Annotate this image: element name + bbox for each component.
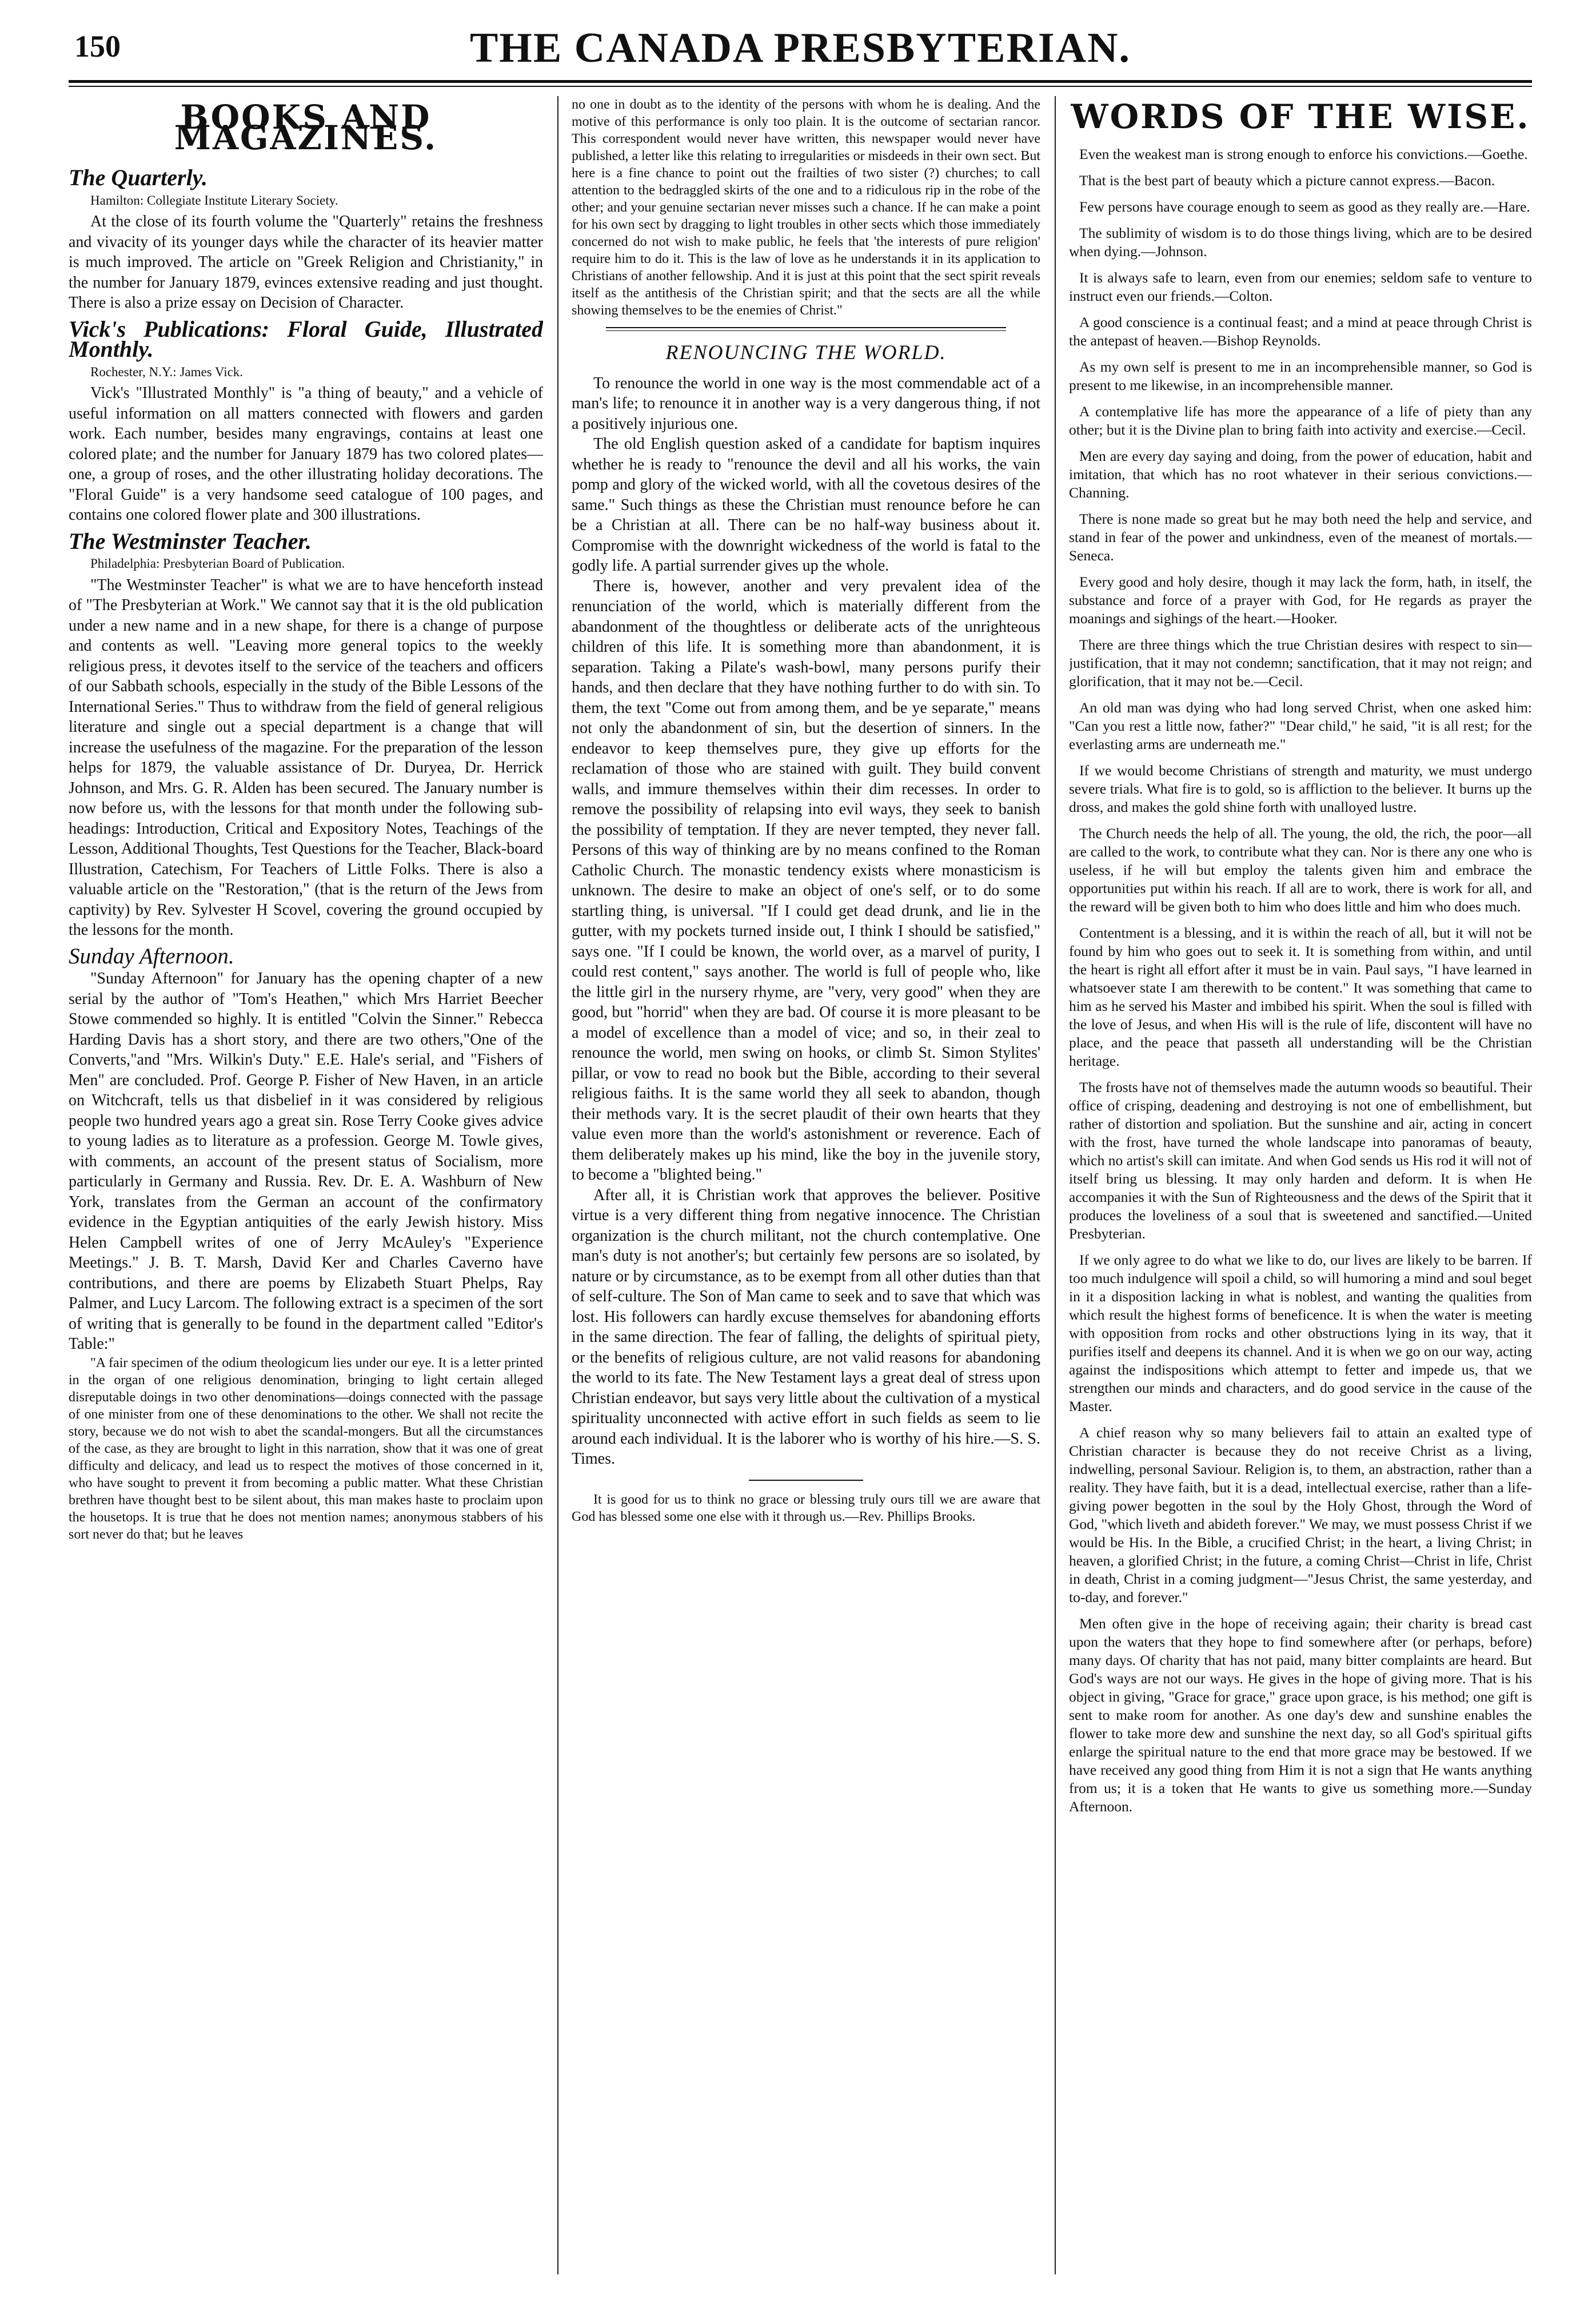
article-title: Sunday Afternoon. bbox=[69, 943, 234, 969]
section-heading: WORDS OF THE WISE. bbox=[1071, 97, 1530, 136]
publisher-line: Hamilton: Collegiate Institute Literary Society. bbox=[90, 193, 338, 208]
wise-saying: The Church needs the help of all. The young, the old, the rich, the poor—all are called to the work, to contribute what they can. Nor is there any one who is useless, if he will but employ the talents given him and embrace the opportunities put within his reach. If all are to work, there is work for all, and the reward will be given both to him who does little and him who does much. bbox=[1069, 825, 1532, 915]
masthead-rule bbox=[69, 80, 1532, 83]
article-title: The Westminster Teacher. bbox=[69, 528, 312, 554]
wise-saying: If we would become Christians of strength and maturity, we must undergo severe trials. What fire is to gold, so is affliction to the believer. It burns up the dross, and makes the gold shine forth with unalloyed lustre. bbox=[1069, 762, 1532, 815]
wise-saying: Men are every day saying and doing, from the power of education, habit and imitation, that which has no root whatever in their serious convictions.—Channing. bbox=[1069, 448, 1532, 501]
publisher-line: Rochester, N.Y.: James Vick. bbox=[90, 364, 244, 379]
wise-saying: Every good and holy desire, though it may lack the form, hath, in itself, the substance and force of a prayer with God, for He regards as prayer the moanings and sighings of the heart.—Hooker. bbox=[1069, 573, 1532, 627]
section-rule bbox=[749, 1480, 863, 1481]
article-body: At the close of its fourth volume the "Quarterly" retains the freshness and vivacity of its younger days while the character of its heavier matter is much improved. The article on "Greek Religion and Christianity," in the number for January 1879, evinces extensive reading and just thought. There is also a prize essay on Decision of Character. bbox=[69, 213, 543, 312]
article-title: RENOUNCING THE WORLD. bbox=[665, 341, 947, 364]
wise-saying: A good conscience is a continual feast; and a mind at peace through Christ is the antepast of heaven.—Bishop Reynolds. bbox=[1069, 314, 1532, 349]
quoted-extract-continued: no one in doubt as to the identity of the persons with whom he is dealing. And the motive of this performance is only too plain. It is the outcome of sectarian rancor. This correspondent would never have written, this newspaper would never have published, a letter like this relating to irregularities or misdeeds in their own sect. But here is a fine chance to point out the frailties of two sister (?) churches; to call attention to the bedraggled skirts of the one and to a ridiculous rip in the robe of the other; and your genuine sectarian never misses such a chance. If he can make a point for his own sect by dragging to light troubles in other sects which those immediately concerned do not wish to make public, he feels that 'the interests of pure religion' require him to do it. This is the law of love as he understands it in its application to Christians of another fellowship. And it is just at this point that the sect spirit reveals itself as the antithesis of the Christian spirit; and that the sects are all the while showing themselves to be the enemies of Christ." bbox=[572, 97, 1040, 318]
wise-saying: Even the weakest man is strong enough to enforce his convictions.—Goethe. bbox=[1079, 146, 1528, 162]
wise-saying: That is the best part of beauty which a picture cannot express.—Bacon. bbox=[1079, 172, 1495, 189]
masthead bbox=[69, 23, 1532, 86]
closing-note: It is good for us to think no grace or blessing truly ours till we are aware that God has blessed some one else with it through us.—Rev. Phillips Brooks. bbox=[572, 1492, 1040, 1524]
wise-saying: The frosts have not of themselves made the autumn woods so beautiful. Their office of crisping, deadening and destroying is not one of embellishment, but rather of distortion and spoliation. But the sunshine and air, acting in concert with the frost, have turned the whole landscape into panoramas of beauty, which no artist's skill can imitate. And when God sends us His rod it will not of itself bring us blessing. It may only harden and deform. It is when He accompanies it with the Sun of Righteousness and the dews of the Spirit that it produces the loveliness of a soul that is sweetened and sanctified.—United Presbyterian. bbox=[1069, 1079, 1532, 1242]
newspaper-page bbox=[69, 23, 1532, 2287]
wise-saying: Few persons have courage enough to seem as good as they really are.—Hare. bbox=[1079, 198, 1530, 215]
section-heading: BOOKS AND MAGAZINES. bbox=[174, 98, 438, 157]
wise-saying: The sublimity of wisdom is to do those things living, which are to be desired when dying.—Johnson. bbox=[1069, 225, 1532, 260]
publisher-line: Philadelphia: Presbyterian Board of Publication. bbox=[90, 556, 345, 571]
article-paragraph: To renounce the world in one way is the most commendable act of a man's life; to renounce it in another way is a very dangerous thing, if not a positively injurious one. bbox=[572, 374, 1040, 433]
article-title: Vick's Publications: Floral Guide, Illustrated Monthly. bbox=[69, 316, 543, 362]
section-rule bbox=[606, 330, 1006, 331]
column-divider bbox=[557, 96, 558, 2274]
column-books-and-magazines bbox=[69, 96, 543, 2280]
column-words-of-the-wise bbox=[1069, 96, 1532, 2280]
wise-saying: There is none made so great but he may both need the help and service, and stand in fear of the power and unkindness, even of the meanest of mortals.—Seneca. bbox=[1069, 511, 1532, 564]
wise-saying: A chief reason why so many believers fail to attain an exalted type of Christian character is because they do not receive Christ as a living, indwelling, personal Saviour. Religion is, to them, an abstraction, rather than a reality. They have faith, but it is a dead, intellectual exercise, rather than a life-giving power begotten in the soul by the Holy Ghost, through the Word of God, "which liveth and abideth forever." We may, we must possess Christ if we would be His. In the Bible, a crucified Christ; in the heart, a living Christ; in heaven, a glorified Christ; in the future, a coming Christ—Christ in life, Christ in death, Christ in a coming judgment—"Jesus Christ, the same yesterday, and to-day, and forever." bbox=[1069, 1424, 1532, 1605]
wise-saying: Contentment is a blessing, and it is within the reach of all, but it will not be found by him who goes out to seek it. It is something from within, and until the heart is right all effort after it must be in vain. Paul says, "I have learned in whatsoever state I am therewith to be content." It was something that came to him as he served his Master and imbibed his spirit. When the soul is filled with the love of Jesus, and when His will is the rule of life, discontent will have no place, and the peace that passeth all understanding will be the Christian heritage. bbox=[1069, 925, 1532, 1069]
article-paragraph: There is, however, another and very prevalent idea of the renunciation of the world, which is materially different from the abandonment of the thoughtless or deliberate acts of the unrighteous children of this life. It is something more than abandonment, it is separation. Taking a Pilate's wash-bowl, many persons purify their hands, and then declare that they have nothing further to do with sin. To them, the text "Come out from among them, and be ye separate," means not only the abandonment of sin, but the desertion of sinners. In the endeavor to keep themselves pure, they give up efforts for the reclamation of those who are stained with guilt. They build convent walls, and immure themselves within their dim recesses. In order to remove the possibility of relapsing into evil ways, they seek to banish the possibility of temptation. If they are never tempted, they never fall. Persons of this way of thinking are by no means confined to the Roman Catholic Church. The monastic tendency exists where monasticism is unknown. The desire to make an object of one's self, or to do some startling thing, is universal. "If I could get dead drunk, and lie in the gutter, with my pockets turned inside out, I think I should be satisfied," says one. "If I could be known, the world over, as a marvel of purity, I could rest content," says another. The world is full of people who, like the little girl in the nursery rhyme, are "very, very good" when they are good, but "horrid" when they are bad. Of course it is more pleasant to be a model of excellence than a model of vice; and so, in their zeal to renounce the world, men swing on hooks, or climb St. Simon Stylites' pillar, or vow to read no book but the Bible, according to their several religious faiths. It is the same world they all seek to abandon, though their methods vary. It is the secret plaudit of their own hearts that they value even more than the world's astonishment or reverence. Each of them deliberately makes up his mind, like the boy in the juvenile story, to become a "blighted being." bbox=[572, 577, 1040, 1184]
wise-saying: There are three things which the true Christian desires with respect to sin—justification, that it may not condemn; sanctification, that it may not reign; and glorification, that it may not be.—Cecil. bbox=[1069, 636, 1532, 690]
article-paragraph: The old English question asked of a candidate for baptism inquires whether he is ready to "renounce the devil and all his works, the vain pomp and glory of the wicked world, with all the covetous desires of the same." Such things as these the Christian must renounce before he can be a Christian at all. There can be no half-way business about it. Compromise with the downright wickedness of the world is fatal to the godly life. A partial surrender gives up the whole. bbox=[572, 435, 1040, 575]
article-body: "The Westminster Teacher" is what we are to have henceforth instead of "The Presbyterian at Work." We cannot say that it is the old publication under a new name and in a new shape, for there is a change of purpose and contents as well. "Leaving more general topics to the weekly religious press, it devotes itself to the service of the teachers and officers of our Sabbath schools, especially in the study of the Bible Lessons of the International Series." Thus to withdraw from the field of general religious literature and single out a special department is a change that will increase the usefulness of the magazine. For the preparation of the lesson helps for 1879, the valuable assistance of Dr. Duryea, Dr. Herrick Johnson, and Mrs. G. R. Alden has been secured. The January number is now before us, with the lessons for that month under the following sub-headings: Introduction, Critical and Expository Notes, Teachings of the Lesson, Additional Thoughts, Test Questions for the Teacher, Black-board Illustration, Catechism, For Teachers of Little Folks. There is also a valuable article on the "Restoration," (that is the return of the Jews from captivity) by Rev. Sylvester H Scovel, covering the ground occupied by the lessons for the month. bbox=[69, 576, 543, 939]
wise-saying: A contemplative life has more the appearance of a life of piety than any other; but it is the Divine plan to bring faith into activity and exercise.—Cecil. bbox=[1069, 403, 1532, 438]
article-body: "Sunday Afternoon" for January has the opening chapter of a new serial by the author of "Tom's Heathen," which Mrs Harriet Beecher Stowe commended so highly. It is entitled "Colvin the Sinner." Rebecca Harding Davis has a short story, and there are two others,"One of the Converts,"and "Mrs. Wilkin's Duty." E.E. Hale's serial, and "Fishers of Men" are concluded. Prof. George P. Fisher of New Haven, in an article on Witchcraft, tells us that disbelief in it was considered by religious people two hundred years ago a great sin. Rose Terry Cooke gives advice to young ladies as to literature as a profession. George M. Towle gives, with comments, an account of the present status of Socialism, more particularly in Germany and Russia. Rev. Dr. E. A. Washburn of New York, translates from the German an account of the confirmatory evidence in the Egyptian antiquities of the early Jewish history. Miss Helen Campbell writes of one of Jerry McAuley's "Experience Meetings." J. B. T. Marsh, David Ker and Charles Caverno have contributions, and there are poems by Elizabeth Stuart Phelps, Ray Palmer, and Lucy Larcom. The following extract is a specimen of the sort of writing that is generally to be found in the department called "Editor's Table:" bbox=[69, 970, 543, 1353]
section-rule bbox=[606, 327, 1006, 328]
wise-saying: An old man was dying who had long served Christ, when one asked him: "Can you rest a little now, father?" "Dear child," he said, "it is all rest; for the everlasting arms are underneath me." bbox=[1069, 699, 1532, 752]
masthead-rule-thin bbox=[69, 86, 1532, 87]
wise-saying: Men often give in the hope of receiving again; their charity is bread cast upon the waters that they hope to find somewhere after (or perhaps, before) many days. Of charity that has not paid, many bitter complaints are heard. But God's ways are not our ways. He gives in the hope of giving more. That is his object in giving, "Grace for grace," grace upon grace, is his method; one gift is sent to make room for another. As one day's dew and sunshine enables the flower to take more dew and sunshine the next day, so all God's spiritual gifts enlarge the spiritual nature to the end that more grace may be bestowed. If we have received any good thing from Him it is not a sign that He wants anything from us; it is a token that He wants to give us something more.—Sunday Afternoon. bbox=[1069, 1615, 1532, 1815]
wise-saying: If we only agree to do what we like to do, our lives are likely to be barren. If too much indulgence will spoil a child, so will humoring a mind and soul beget in it a disposition lacking in what is noblest, and wanting the qualities from which result the highest forms of beneficence. It is when the water is meeting with opposition from rocks and other obstructions lying in its way, that it purifies itself and deepens its channel. And it is when we go on our way, acting against the indispositions which attempt to fetter and impede us, that we strengthen our minds and characters, and do good service in the cause of the Master. bbox=[1069, 1252, 1532, 1415]
column-renouncing-the-world bbox=[572, 96, 1040, 2280]
column-divider bbox=[1055, 96, 1056, 2274]
article-paragraph: After all, it is Christian work that approves the believer. Positive virtue is a very different thing from negative innocence. The Christian organization is the church militant, not the church contemplative. One man's duty is not another's; but certainly few persons are so isolated, by nature or by circumstance, as to be exempt from all other duties than that of self-culture. The Son of Man came to seek and to save that which was lost. His followers can hardly excuse themselves for abandoning efforts in the same direction. The fear of falling, the delights of spiritual piety, or the benefits of religious culture, are not valid reasons for abandoning the world to its fate. The New Testament lays a great deal of stress upon Christian endeavor, but says very little about the cultivation of a mystical spirituality unconnected with active effort in such fields as seem to lie around each individual. It is the laborer who is worthy of his hire.—S. S. Times. bbox=[572, 1186, 1040, 1468]
article-body: Vick's "Illustrated Monthly" is "a thing of beauty," and a vehicle of useful information on all matters connected with flowers and garden work. Each number, besides many engravings, contains at least one colored plate; and the number for January 1879 has two colored plates—one, a group of roses, and the other illustrating holiday decorations. The "Floral Guide" is a very handsome seed catalogue of 100 pages, and contains one colored flower plate and 300 illustrations. bbox=[69, 384, 543, 524]
wise-saying: It is always safe to learn, even from our enemies; seldom safe to venture to instruct even our friends.—Colton. bbox=[1069, 269, 1532, 304]
article-title: The Quarterly. bbox=[69, 165, 208, 190]
page-number: 150 bbox=[74, 29, 121, 63]
wise-saying: As my own self is present to me in an incomprehensible manner, so God is present to me likewise, in an incomprehensible manner. bbox=[1069, 358, 1532, 393]
newspaper-title: THE CANADA PRESBYTERIAN. bbox=[469, 25, 1131, 71]
quoted-extract: "A fair specimen of the odium theologicum lies under our eye. It is a letter printed in the organ of one religious denomination, bringing to light certain alleged disreputable doings in two other denominations—doings connected with the passage of one minister from one of these denominations to the other. We shall not recite the story, because we do not wish to abet the scandal-mongers. But all the circumstances of the case, as they are brought to light in this narration, show that it was one of great difficulty and delicacy, and lead us to respect the motives of those concerned in it, who have sought to prevent it from becoming a public matter. What these Christian brethren have thought best to be silent about, this man makes haste to proclaim upon the housetops. It is true that he does not mention names; anonymous stabbers of his sort never do that; but he leaves bbox=[69, 1355, 543, 1542]
